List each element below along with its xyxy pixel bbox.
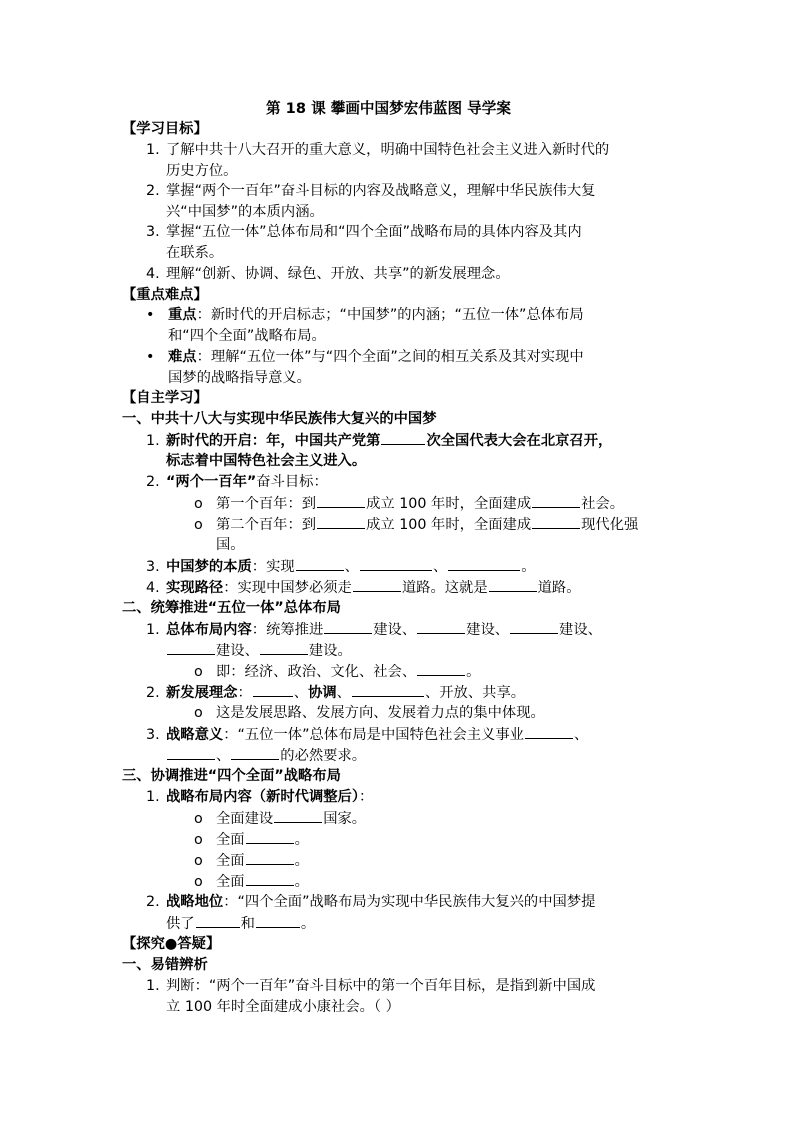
part3-item2 [146,892,595,912]
fill-blank[interactable] [448,556,520,571]
item-number: 1. [146,433,160,449]
goal-text: 掌握“五位一体”总体布局和“四个全面”战略布局的具体内容及其内 [166,224,582,240]
goal-item [146,181,595,201]
fill-blank[interactable] [360,556,432,571]
goal-item [146,222,582,242]
key-point-item [146,305,584,325]
section-key-points: 【重点难点】 [122,287,208,303]
item-text: ：统筹推进 [251,622,324,638]
item-text: 道路。 [537,580,581,596]
part2-item3 [146,724,588,745]
item-number: 2. [146,183,160,199]
item-text: 。 [300,916,316,932]
part3-sub [194,871,309,892]
item-text: ：“四个全面”战略布局为实现中华民族伟大复兴的中国梦提 [223,894,596,910]
goal-text: 掌握“两个一百年”奋斗目标的内容及战略意义，理解中华民族伟大复 [166,183,596,199]
goal-text-cont: 历史方位。 [166,163,238,179]
fill-blank[interactable] [489,577,537,592]
fill-blank[interactable] [256,913,300,928]
key-point-item [146,347,584,367]
item-text: 全面建设 [216,811,274,827]
fill-blank[interactable] [296,556,344,571]
bullet-icon: • [146,307,155,323]
item-number: 2. [146,685,160,701]
item-text: 这是发展思路、发展方向、发展着力点的集中体现。 [216,705,545,721]
fill-blank[interactable] [532,493,580,508]
item-label: “两个一百年” [166,474,257,490]
item-number: 2. [146,894,160,910]
fill-blank[interactable] [231,745,279,760]
item-text: 成立 100 年时，全面建成 [366,517,532,533]
circle-bullet-icon: o [194,874,203,890]
item-number: 1. [146,789,160,805]
part2-item3-cont [166,745,366,766]
item-label: 新发展理念 [166,685,238,701]
item-text: ：实现中国梦必须走 [223,580,352,596]
key-text: ：理解“五位一体”与“四个全面”之间的相互关系及其对实现中 [196,349,584,365]
fill-blank[interactable] [246,829,294,844]
item-text: ：实现 [251,559,295,575]
item-number: 1. [146,622,160,638]
part2-item1-sub [194,661,480,682]
fill-blank[interactable] [353,577,401,592]
fill-blank[interactable] [253,682,293,697]
fill-blank[interactable] [274,808,322,823]
goal-text-cont: 兴“中国梦”的本质内涵。 [166,204,324,220]
key-text: ：新时代的开启标志；“中国梦”的内涵；“五位一体”总体布局 [196,307,584,323]
part1-item4 [146,577,581,598]
part2-heading: 二、统筹推进“五位一体”总体布局 [122,600,341,616]
item-text: 建设、 [373,622,417,638]
item-text: 全面 [216,832,245,848]
item-text: 和 [240,916,255,932]
item-text: ：“五位一体”总体布局是中国特色社会主义事业 [223,727,524,743]
item-text: 建设、 [466,622,510,638]
item-text: 、 [432,559,448,575]
circle-bullet-icon: o [194,664,203,680]
item-text: 协调 [308,685,337,701]
item-label: 战略布局内容（新时代调整后） [166,789,360,805]
part1-item3 [146,556,536,577]
part2-item1 [146,619,602,640]
circle-bullet-icon: o [194,853,203,869]
circle-bullet-icon: o [194,832,203,848]
item-text: 建设。 [308,643,352,659]
item-text: 国家。 [323,811,367,827]
item-number: 3. [146,727,160,743]
part4-heading: 一、易错辨析 [122,957,208,973]
item-text: 全面 [216,853,245,869]
part2-item2 [146,682,525,703]
item-text: 社会。 [581,496,625,512]
item-text: 第二个百年：到 [216,517,317,533]
fill-blank[interactable] [532,514,580,529]
part2-item2-sub [194,703,545,723]
part3-heading: 三、协调推进“四个全面”战略布局 [122,768,341,784]
item-text: 标志着中国特色社会主义进入。 [166,453,367,469]
item-label: 实现路径 [166,580,224,596]
part1-sub2-cont: 国。 [216,537,245,553]
part3-sub [194,829,309,850]
item-text: 、 [573,727,589,743]
fill-blank[interactable] [324,619,372,634]
item-number: 4. [146,580,160,596]
item-text: 全面 [216,874,245,890]
item-text: 道路。这就是 [401,580,488,596]
part4-item1 [146,976,595,996]
item-text: 第一个百年：到 [216,496,317,512]
fill-blank[interactable] [317,493,365,508]
item-text: 新时代的开启：年，中国共产党第 [166,433,381,449]
bullet-icon: • [146,349,155,365]
part1-item1 [146,430,612,451]
section-explore: 【探究●答疑】 [122,936,221,952]
item-text: 。 [466,664,481,680]
section-self-study: 【自主学习】 [122,390,208,406]
key-label: 难点 [168,349,197,365]
item-text: 的必然要求。 [280,748,367,764]
part3-item1 [146,787,373,807]
goal-text: 了解中共十八大召开的重大意义，明确中国特色社会主义进入新时代的 [166,142,610,158]
fill-blank[interactable] [317,514,365,529]
fill-blank[interactable] [510,619,558,634]
item-text: 、开放、共享。 [424,685,526,701]
part3-item2-cont [166,913,315,934]
part1-item2 [146,472,328,492]
fill-blank[interactable] [525,724,573,739]
item-text: 建设、 [559,622,602,638]
fill-blank[interactable] [381,430,425,445]
fill-blank[interactable] [260,640,308,655]
goal-item [146,264,510,284]
item-text: 即：经济、政治、文化、社会、 [216,664,417,680]
part1-heading: 一、中共十八大与实现中华民族伟大复兴的中国梦 [122,411,437,427]
page-title: 第 18 课 攀画中国梦宏伟蓝图 导学案 [266,100,511,117]
fill-blank[interactable] [246,850,294,865]
item-text: 供了 [166,916,195,932]
item-label: 总体布局内容 [166,622,252,638]
item-text: 现代化强 [581,517,639,533]
part1-sub2 [194,514,638,535]
item-text: 次全国代表大会在北京召开， [426,433,613,449]
part1-sub1 [194,493,624,514]
part1-item1-cont [166,451,366,471]
circle-bullet-icon: o [194,496,203,512]
item-text: ： [237,685,252,701]
part2-item1-cont [166,640,352,661]
item-text: 。 [521,559,536,575]
circle-bullet-icon: o [194,705,203,721]
key-text-cont: 国梦的战略指导意义。 [168,370,311,386]
goal-text: 理解“创新、协调、绿色、开放、共享”的新发展理念。 [166,266,510,282]
key-text-cont: 和“四个全面”战略布局。 [168,328,326,344]
item-text: 建设、 [216,643,259,659]
fill-blank[interactable] [167,745,215,760]
item-label: 中国梦的本质 [166,559,252,575]
item-text: 。 [294,853,309,869]
item-text: 、 [336,685,351,701]
section-goals: 【学习目标】 [122,121,208,137]
item-text: 、 [293,685,309,701]
item-number: 3. [146,224,160,240]
item-text: 判断：“两个一百年”奋斗目标中的第一个百年目标，是指到新中国成 [166,978,596,994]
circle-bullet-icon: o [194,811,203,827]
fill-blank[interactable] [246,871,294,886]
fill-blank[interactable] [196,913,240,928]
fill-blank[interactable] [167,640,215,655]
item-label: 战略地位 [166,894,224,910]
goal-item [146,140,609,160]
item-text: 。 [294,874,309,890]
item-label: 战略意义 [166,727,224,743]
item-text: 、 [344,559,359,575]
part4-item1-cont: 立 100 年时全面建成小康社会。（ ） [166,999,400,1015]
item-text: ： [359,789,374,805]
item-text: 、 [216,748,231,764]
fill-blank[interactable] [417,619,465,634]
item-number: 1. [146,142,160,158]
item-text: 成立 100 年时，全面建成 [366,496,532,512]
item-text: 奋斗目标： [256,474,328,490]
item-number: 2. [146,474,160,490]
part3-sub [194,808,366,829]
circle-bullet-icon: o [194,517,203,533]
item-number: 4. [146,266,160,282]
goal-text-cont: 在联系。 [166,245,224,261]
fill-blank[interactable] [417,661,465,676]
fill-blank[interactable] [352,682,424,697]
key-label: 重点 [168,307,197,323]
item-number: 3. [146,559,160,575]
item-text: 。 [294,832,309,848]
part3-sub [194,850,309,871]
item-number: 1. [146,978,160,994]
